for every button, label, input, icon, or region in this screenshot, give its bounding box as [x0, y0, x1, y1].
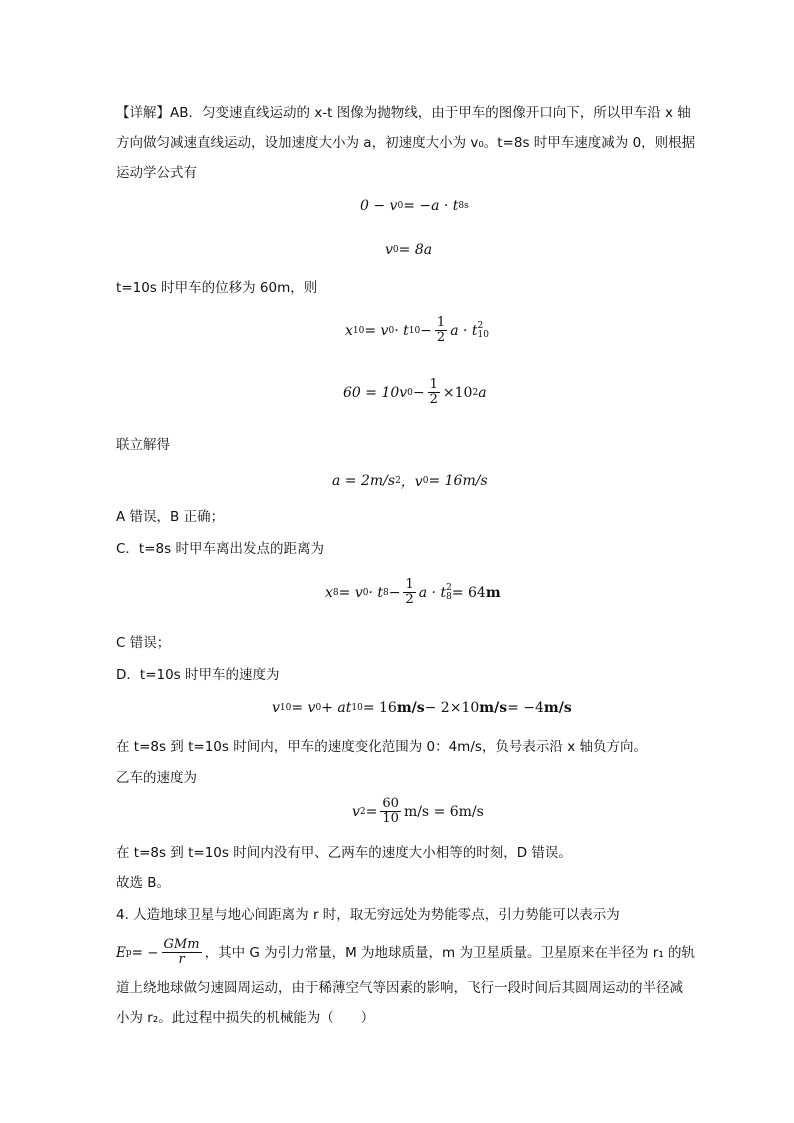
para1-line3: 运动学公式有	[116, 165, 197, 181]
para1-line2: 方向做匀减速直线运动，设加速度大小为 a，初速度大小为 v₀。t=8s 时甲车速度减为 0，则根据	[116, 135, 696, 151]
q4-line3: 道上绕地球做匀速圆周运动，由于稀薄空气等因素的影响，飞行一段时间后其圆周运动的半径减	[116, 980, 683, 996]
equation-4: 60 = 10v 0 − $\frac{1}{2}$ ×10 2 a	[343, 377, 487, 408]
d-line: D．t=10s 时甲车的速度为	[116, 667, 280, 683]
c-wrong-line: C 错误；	[116, 635, 171, 651]
equation-8: v 2 = $\frac{60}{10}$ m/s = 6m/s	[352, 796, 484, 827]
yi-line: 乙车的速度为	[116, 770, 197, 786]
choose-line: 故选 B。	[116, 875, 171, 891]
q4-line4: 小为 r₂。此过程中损失的机械能为（ ）	[116, 1010, 375, 1026]
range-line: 在 t=8s 到 t=10s 时间内，甲车的速度变化范围为 0：4m/s，负号表示沿 x 轴负方向。	[116, 739, 647, 755]
c-line: C．t=8s 时甲车离出发点的距离为	[116, 541, 324, 557]
q4-line2: E p = − $\frac{\text{GMm}}{r}$ ，其中 G 为引力常量，M 为地球质量，m 为卫星质量。卫星原来在半径为 r₁ 的轨	[116, 937, 696, 968]
para1-line1: 【详解】AB．匀变速直线运动的 x-t 图像为抛物线，由于甲车的图像开口向下，所以甲车沿 x 轴	[116, 105, 691, 121]
equation-6: x 8 = v 0 · t 8 − $\frac{1}{2}$ a · t 2 8 = 64 m	[325, 577, 501, 608]
equation-7: v 10 = v 0 + at 10 = 16 m/s − 2×10 m/s = −4 m/s	[272, 700, 572, 716]
equation-5: a = 2m/s 2 ，v 0 = 16m/s	[332, 473, 488, 490]
equation-1: 0 − v 0 = −a · t 8s	[360, 198, 469, 214]
solve-line: 联立解得	[116, 437, 170, 453]
equation-2: v 0 = 8a	[385, 242, 433, 258]
ab-line: A 错误，B 正确；	[116, 509, 225, 525]
q4-line1: 4. 人造地球卫星与地心间距离为 r 时，取无穷远处为势能零点，引力势能可以表示为	[116, 907, 620, 923]
none-line: 在 t=8s 到 t=10s 时间内没有甲、乙两车的速度大小相等的时刻，D 错误。	[116, 845, 572, 861]
t10-line: t=10s 时甲车的位移为 60m，则	[116, 280, 318, 296]
equation-3: x 10 = v 0 · t 10 − $\frac{1}{2}$ a · t 2 10	[345, 315, 489, 346]
